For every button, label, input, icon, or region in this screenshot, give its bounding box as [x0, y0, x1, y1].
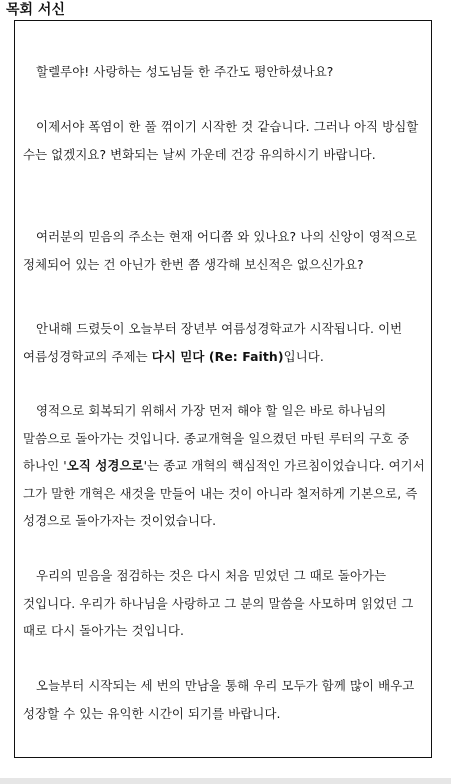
faith-question-paragraph: 여러분의 믿음의 주소는 현재 어디쯤 와 있나요? 나의 신앙이 영적으로 정체되어 있는 건 아닌가 한번 쯤 생각해 보신적은 없으신가요? [23, 229, 417, 272]
reformation-paragraph [23, 397, 427, 535]
summer-school-text: 안내해 드렸듯이 오늘부터 장년부 여름성경학교가 시작됩니다. 이번 여름성경학교의 주제는 [23, 321, 403, 364]
closing-paragraph: 오늘부터 시작되는 세 번의 만남을 통해 우리 모두가 함께 많이 배우고 성장할 수 있는 유익한 시간이 되기를 바랍니다. [23, 678, 415, 721]
greeting-paragraph: 할렐루야! 사랑하는 성도님들 한 주간도 평안하셨나요? [36, 64, 334, 79]
summer-school-paragraph [23, 315, 427, 370]
letter-body [14, 20, 432, 758]
bottom-edge [0, 778, 451, 784]
summer-school-theme: 다시 믿다 (Re: Faith) [151, 348, 284, 364]
page-title: 목회 서신 [6, 2, 65, 18]
reformation-text-end: '는 종교 개혁의 핵심적인 가르침이었습니다. 여기서 그가 말한 개혁은 새것을 만들어 내는 것이 아니라 철저하게 기본으로, 즉 성경으로 돌아가자는 것이었습니다. [23, 458, 425, 528]
examine-faith-paragraph: 우리의 믿음을 점검하는 것은 다시 처음 믿었던 그 때로 돌아가는 것입니다. 우리가 하나님을 사랑하고 그 분의 말씀을 사모하며 읽었던 그 때로 다시 돌아가는 것입니다. [23, 568, 414, 638]
reformation-text: 영적으로 회복되기 위해서 가장 먼저 해야 할 일은 바로 하나님의 말씀으로 돌아가는 것입니다. 종교개혁을 일으켰던 마틴 루터의 구호 중 하나인 ' [23, 403, 410, 473]
reformation-motto: 오직 성경으로 [66, 458, 144, 473]
weather-paragraph: 이제서야 폭염이 한 풀 꺾이기 시작한 것 같습니다. 그러나 아직 방심할 수는 없겠지요? 변화되는 날씨 가운데 건강 유의하시기 바랍니다. [23, 119, 419, 162]
summer-school-text-end: 입니다. [283, 348, 324, 364]
